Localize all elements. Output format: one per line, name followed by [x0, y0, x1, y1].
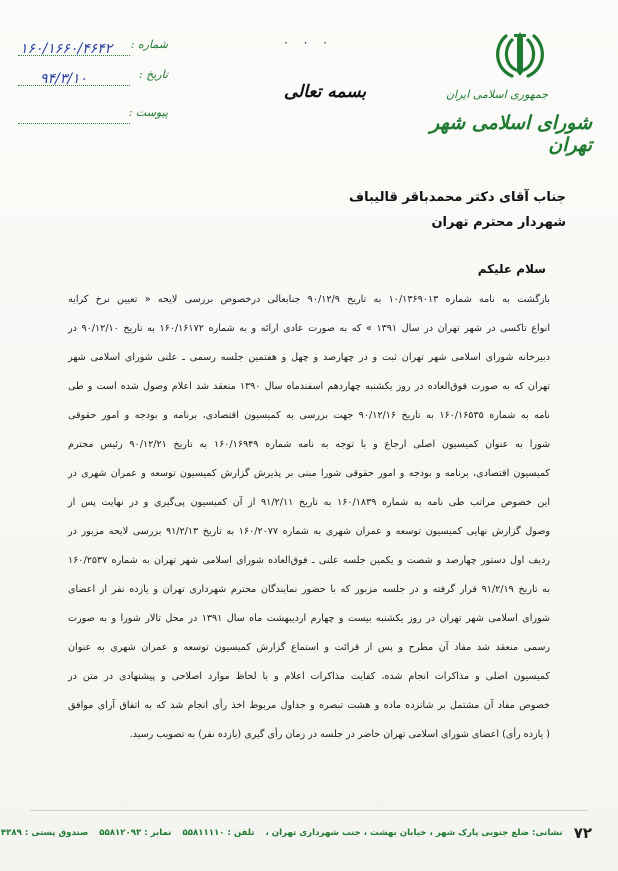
body-line: وصول گزارش نهایی کمیسیون توسعه و عمران شهری به شماره ۱۶۰/۲۰۷۷ به تاریخ ۹۱/۲/۱۳ بررسی لایحه مزبور در — [68, 526, 551, 537]
footer-pobox: صندوق پستی : ۴۳۸۹ — [0, 827, 89, 838]
footer-contact — [0, 828, 563, 838]
republic-title: جمهوری اسلامی ایران — [445, 88, 548, 101]
body-line: ردیف اول دستور چهارصد و شصت و یکمین جلسه علنی ـ فوق‌العاده شورای اسلامی شهر تهران به شماره ۱۶۰/۲۵۳۷ — [68, 555, 550, 566]
meta-attachment-row — [18, 106, 168, 126]
iran-emblem-icon — [492, 26, 548, 84]
footer-phone: تلفن : ۵۵۸۱۱۱۱۰ — [182, 827, 255, 838]
attachment-dotted-line — [18, 123, 130, 124]
body-line: دبیرخانه شورای اسلامی شهر تهران ثبت و در چهارصد و چهل و هفتمین جلسه رسمی ـ علنی شورای اسلامی شهر — [68, 352, 550, 363]
body-line: انواع تاکسی در شهر تهران در سال ۱۳۹۱ » که به صورت عادی ارائه و به شماره ۱۶۰/۱۶۱۷۲ به تاریخ ۹۰/۱۲/۱۰ در — [68, 323, 550, 334]
body-line: شورا به عنوان کمیسیون اصلی ارجاع و با توجه به نامه شماره ۱۶۰/۱۶۹۴۹ به تاریخ ۹۰/۱۲/۲۱ رئیس محترم — [68, 439, 550, 450]
body-line: خصوص مفاد آن مشتمل بر شانزده ماده و هشت تبصره و جداول مربوط اخذ رأی انجام شد که به اتفاق آرای موافق — [68, 700, 550, 711]
addressee-block — [306, 185, 566, 235]
footer-page-code: ۷۲ — [573, 823, 592, 842]
meta-date-row — [18, 68, 168, 88]
footer-address: نشانی: ضلع جنوبی پارک شهر ، خیابان بهشت ، جنب شهرداری تهران ، — [265, 827, 563, 838]
addressee-title: شهردار محترم تهران — [431, 215, 566, 230]
date-label: تاریخ : — [138, 68, 168, 81]
number-value: ۱۶۰/۱۶۶۰/۴۶۴۲ — [20, 41, 113, 57]
body-line: رسمی منعقد شد مفاد آن مطرح و پس از قرائت و استماع گزارش کمیسیون توسعه و عمران شهری به عنوان — [68, 642, 550, 653]
decorative-dots: · · · — [284, 36, 334, 50]
number-label: شماره : — [130, 38, 168, 51]
footer — [0, 822, 592, 846]
meta-number-row — [18, 38, 168, 58]
greeting: سلام علیکم — [477, 262, 546, 276]
footer-divider — [30, 810, 588, 811]
body-line: ( یازده رأی) اعضای شورای اسلامی تهران حاضر در جلسه در زمان رأی گیری (یازده نفر) به تصویب رسید. — [129, 729, 550, 740]
footer-fax: نمابر : ۵۵۸۱۲۰۹۳ — [99, 827, 172, 838]
letter-body — [68, 285, 550, 749]
body-line: بازگشت به نامه شماره ۱۰/۱۳۶۹۰۱۳ به تاریخ ۹۰/۱۲/۹ جنابعالی درخصوص بررسی لایحه « تعیین نرخ کرایه — [68, 294, 550, 305]
body-line: نامه به شماره ۱۶۰/۱۶۵۳۵ به تاریخ ۹۰/۱۲/۱۶ جهت بررسی به کمیسیون اقتصادی، برنامه و بودجه و امور حقوقی — [68, 410, 550, 421]
body-line: کمیسیون اصلی و مذاکرات انجام شده، کفایت مذاکرات اعلام و با لحاظ موارد اصلاحی و پیشنهادی در متن در — [68, 671, 550, 682]
date-value: ۹۴/۳/۱۰ — [40, 71, 88, 87]
attachment-label: پیوست : — [128, 106, 168, 119]
body-line: این خصوص مراتب طی نامه به شماره ۱۶۰/۱۸۳۹ به تاریخ ۹۱/۲/۱۱ از آن کمیسیون پی‌گیری و در نهایت پس از — [68, 497, 550, 508]
invocation-heading: بسمه تعالی — [283, 82, 367, 102]
council-name: شورای اسلامی شهر تهران — [429, 112, 592, 156]
addressee-name: جناب آقای دکتر محمدباقر قالیباف — [349, 190, 566, 205]
body-line: تهران که به صورت فوق‌العاده در روز یکشنبه چهاردهم اسفندماه سال ۱۳۹۰ منعقد شد اعلام وصول شده است و طی — [68, 381, 550, 392]
body-line: به تاریخ ۹۱/۲/۱۹ قرار گرفته و در جلسه مزبور که با حضور نمایندگان محترم شهرداری تهران و یازده نفر از اعضای — [68, 584, 550, 595]
body-line: شورای اسلامی شهر تهران در روز یکشنبه بیست و چهارم اردیبهشت ماه سال ۱۳۹۱ در محل تالار شورا و به صورت — [68, 613, 550, 624]
body-line: کمیسیون اقتصادی، برنامه و بودجه و امور حقوقی شورا مبنی بر پذیرش گزارش کمیسیون توسعه و عمران شهری در — [68, 468, 550, 479]
